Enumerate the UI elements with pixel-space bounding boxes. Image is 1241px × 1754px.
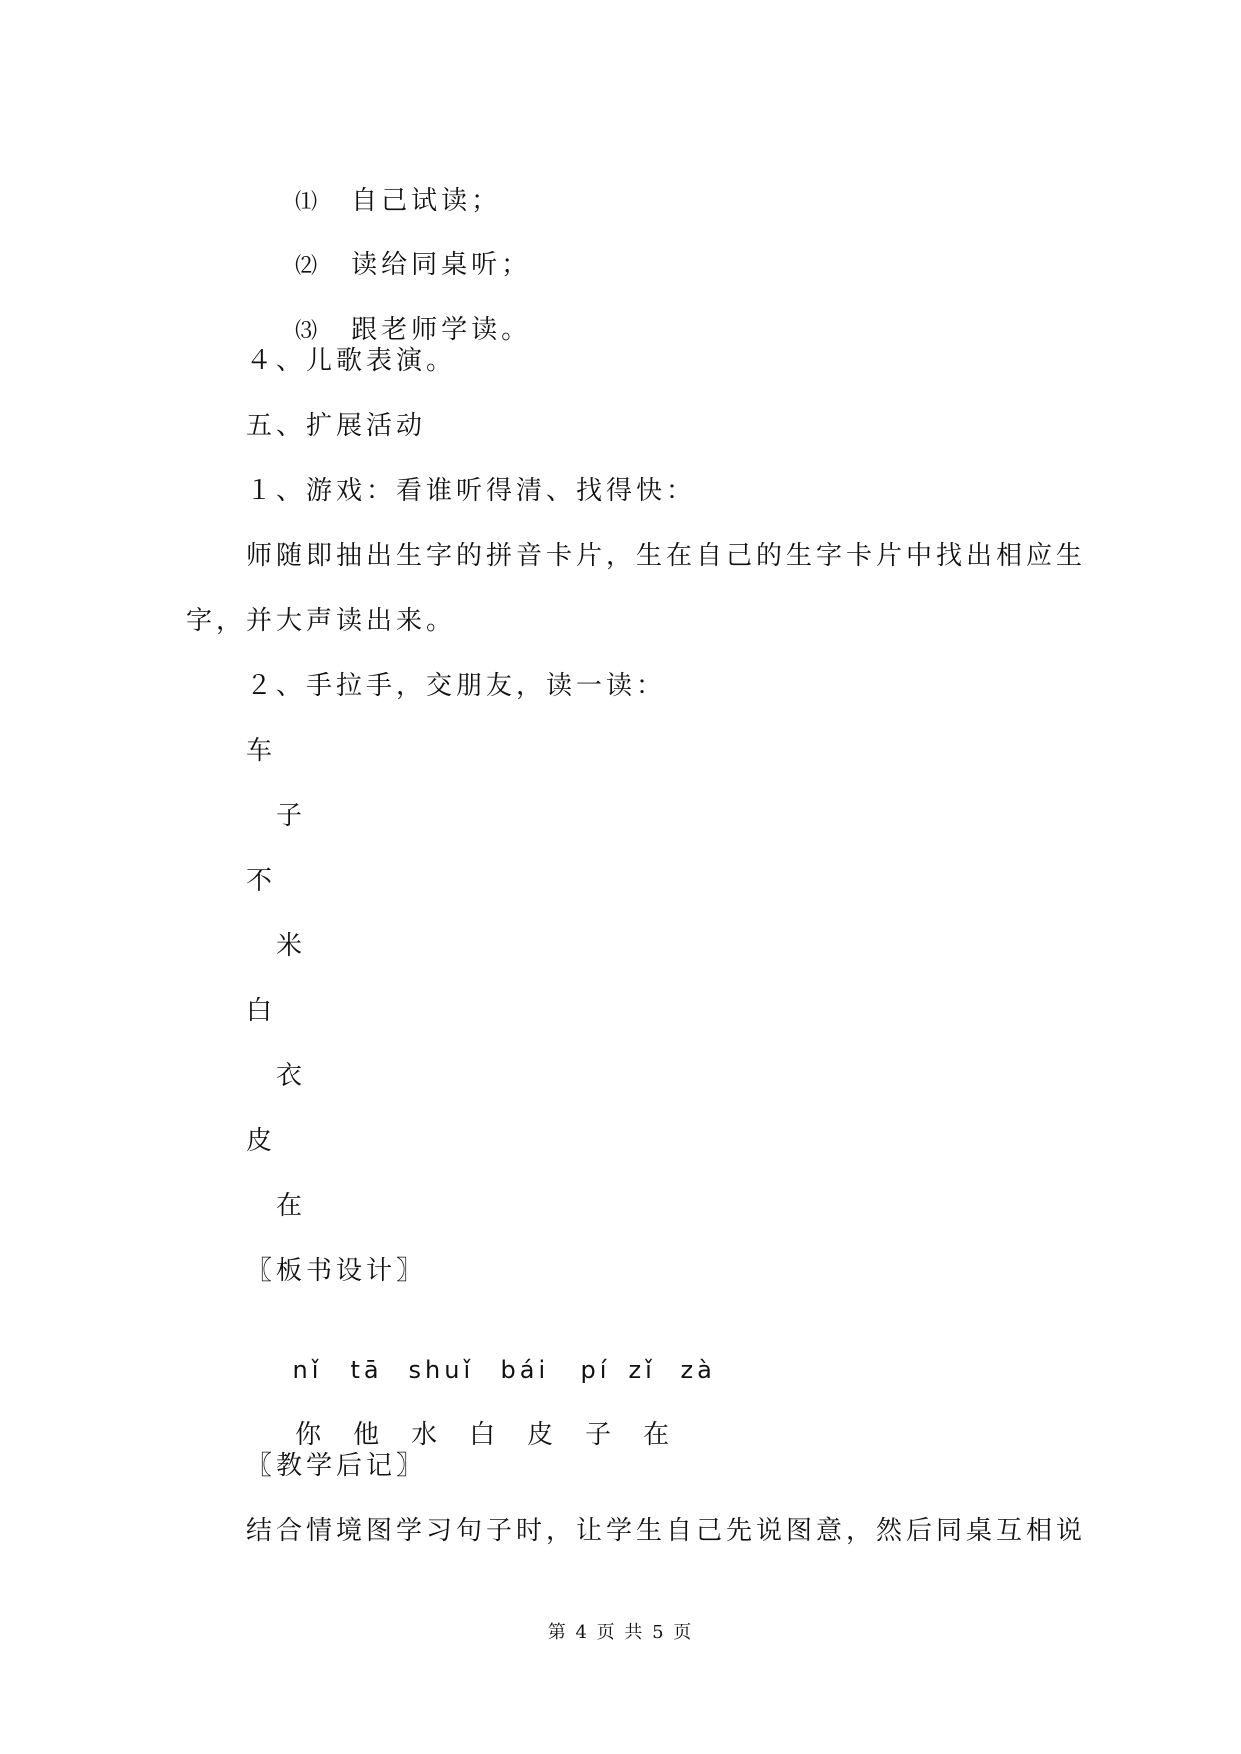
footer-current-page: 4: [575, 1622, 589, 1643]
pinyin-syllable: bái: [500, 1356, 550, 1384]
game-1-desc-line-2: 字，并大声读出来。: [186, 606, 457, 636]
step-number: ⑶: [295, 318, 318, 343]
section-5-heading: 五、扩展活动: [246, 411, 427, 441]
step-text: 跟老师学读。: [351, 315, 532, 345]
game-1: １、游戏：看谁听得清、找得快：: [246, 476, 697, 506]
pair-char: 衣: [276, 1061, 307, 1091]
game-2: ２、手拉手，交朋友，读一读：: [246, 671, 667, 701]
step-text: 读给同桌听；: [351, 250, 532, 280]
pair-char: 车: [246, 736, 277, 766]
pair-char: 不: [246, 866, 277, 896]
game-1-desc-line-1: 师随即抽出生字的拼音卡片，生在自己的生字卡片中找出相应生: [246, 541, 1087, 571]
hanzi-char: 白: [469, 1420, 500, 1450]
pair-char: 皮: [246, 1126, 277, 1156]
step-number: ⑵: [295, 253, 318, 278]
footer-mid: 页 共: [596, 1622, 645, 1643]
footer-suffix: 页: [673, 1622, 694, 1643]
hanzi-char: 皮: [527, 1420, 558, 1450]
pinyin-syllable: pí: [580, 1356, 611, 1384]
pair-char: 白: [246, 996, 277, 1026]
step-text: 自己试读；: [351, 186, 502, 216]
pinyin-syllable: zǐ: [628, 1356, 656, 1384]
pair-char: 在: [276, 1191, 307, 1221]
pinyin-syllable: nǐ: [292, 1356, 323, 1384]
pair-char: 子: [276, 801, 307, 831]
page-footer: [0, 1618, 1241, 1644]
step-number: ⑴: [295, 189, 318, 214]
board-design-title: 〖板书设计〗: [246, 1256, 427, 1286]
hanzi-char: 在: [643, 1420, 674, 1450]
pair-char: 米: [276, 931, 307, 961]
teaching-notes-title: 〖教学后记〗: [246, 1451, 427, 1481]
pinyin-syllable: tā: [350, 1356, 383, 1384]
item-4: ４、儿歌表演。: [246, 346, 457, 376]
pinyin-syllable: shuǐ: [408, 1356, 475, 1384]
footer-total-pages: 5: [652, 1622, 666, 1643]
hanzi-char: 他: [353, 1420, 384, 1450]
teaching-notes-line-1: 结合情境图学习句子时，让学生自己先说图意，然后同桌互相说: [246, 1516, 1087, 1546]
hanzi-char: 水: [411, 1420, 442, 1450]
hanzi-char: 子: [585, 1420, 616, 1450]
hanzi-char: 你: [295, 1420, 326, 1450]
pinyin-syllable: zà: [680, 1356, 716, 1384]
footer-prefix: 第: [547, 1622, 568, 1643]
